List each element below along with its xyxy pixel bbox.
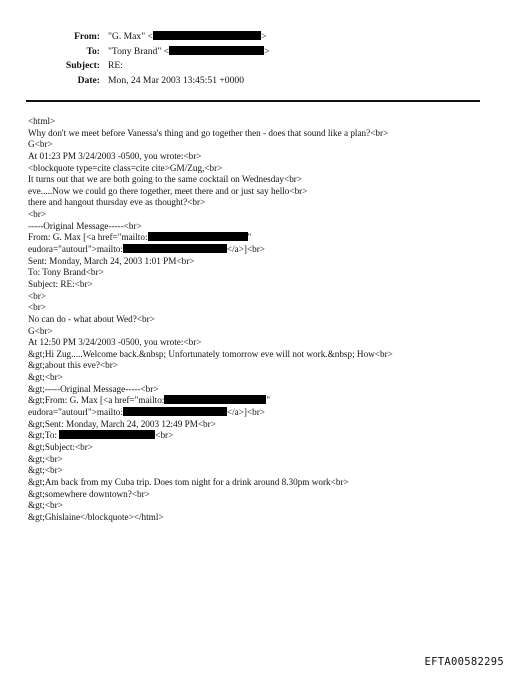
body-line: It turns out that we are both going to the same cocktail on Wednesday<br> [28,174,303,185]
body-line: &gt;Subject:<br> [28,441,93,452]
body-line: &gt;Sent: Monday, March 24, 2003 12:49 PM<br> [28,418,216,429]
body-line: Why don't we meet before Vanessa's thing and go together then - does that sound like a plan?<br> [28,127,389,138]
body-line: &gt;<br> [28,453,63,464]
subject-label: Subject: [65,60,100,71]
body-line: At 01:23 PM 3/24/2003 -0500, you wrote:<br> [28,150,202,161]
body-line: eve.....Now we could go there together, meet there and or just say hello<br> [28,185,308,196]
to-row [0,45,512,60]
body-line: &gt;Hi Zug.....Welcome back.&nbsp; Unfortunately tomorrow eve will not work.&nbsp; How<br> [28,348,393,359]
date-row [0,74,512,89]
body-line: To: Tony Brand<br> [28,267,104,278]
body-line: &gt;Ghislaine</blockquote></html> [28,511,164,522]
body-line: -----Original Message-----<br> [28,220,142,231]
body-line: G<br> [28,139,53,150]
from-label: From: [74,31,100,42]
body-line: &gt;<br> [28,465,63,476]
email-body [28,116,488,523]
body-line: <br> [28,209,47,220]
redaction-block [123,244,227,253]
body-line: &gt;Am back from my Cuba trip. Does tom night for a drink around 8.30pm work<br> [28,476,349,487]
body-line: Sent: Monday, March 24, 2003 1:01 PM<br> [28,255,195,266]
body-line: G<br> [28,325,53,336]
redaction-block [123,407,227,416]
header-divider [26,100,480,102]
body-line: &gt;about this eve?<br> [28,360,118,371]
from-value: "G. Max" < > [108,31,267,42]
body-line: &gt;<br> [28,500,63,511]
body-line: eudora="autourl">mailto: </a>]<br> [28,407,265,418]
to-label: To: [86,45,100,57]
body-line: &gt;From: G. Max [<a href="mailto: " [28,395,271,406]
redaction-block [153,31,261,40]
body-line: From: G. Max [<a href="mailto: " [28,232,252,243]
body-line: &gt;To: <br> [28,430,174,441]
body-line: <br> [28,302,47,313]
from-row [0,30,512,45]
email-header [0,30,512,88]
body-line: &gt;<br> [28,372,63,383]
redaction-block [169,46,264,55]
body-line: <br> [28,290,47,301]
body-line: &gt;somewhere downtown?<br> [28,488,150,499]
redaction-block [148,232,248,241]
body-line: eudora="autourl">mailto: </a>]<br> [28,244,265,255]
date-value: Mon, 24 Mar 2003 13:45:51 +0000 [108,74,244,86]
body-line: &gt;-----Original Message-----<br> [28,383,159,394]
body-line: there and hangout thursday eve as thought?<br> [28,197,206,208]
body-line: At 12:50 PM 3/24/2003 -0500, you wrote:<br> [28,337,202,348]
body-line: Subject: RE:<br> [28,278,93,289]
subject-value: RE: [108,60,123,71]
date-label: Date: [77,74,100,86]
body-line: <blockquote type=cite class=cite cite>GM/Zug,<br> [28,162,223,173]
body-line: No can do - what about Wed?<br> [28,313,155,324]
body-line: <html> [28,116,56,126]
redaction-block [59,430,155,439]
document-id: EFTA00582295 [424,656,504,668]
redaction-block [164,395,266,404]
subject-row [0,59,512,74]
to-value: "Tony Brand" < > [108,45,270,57]
